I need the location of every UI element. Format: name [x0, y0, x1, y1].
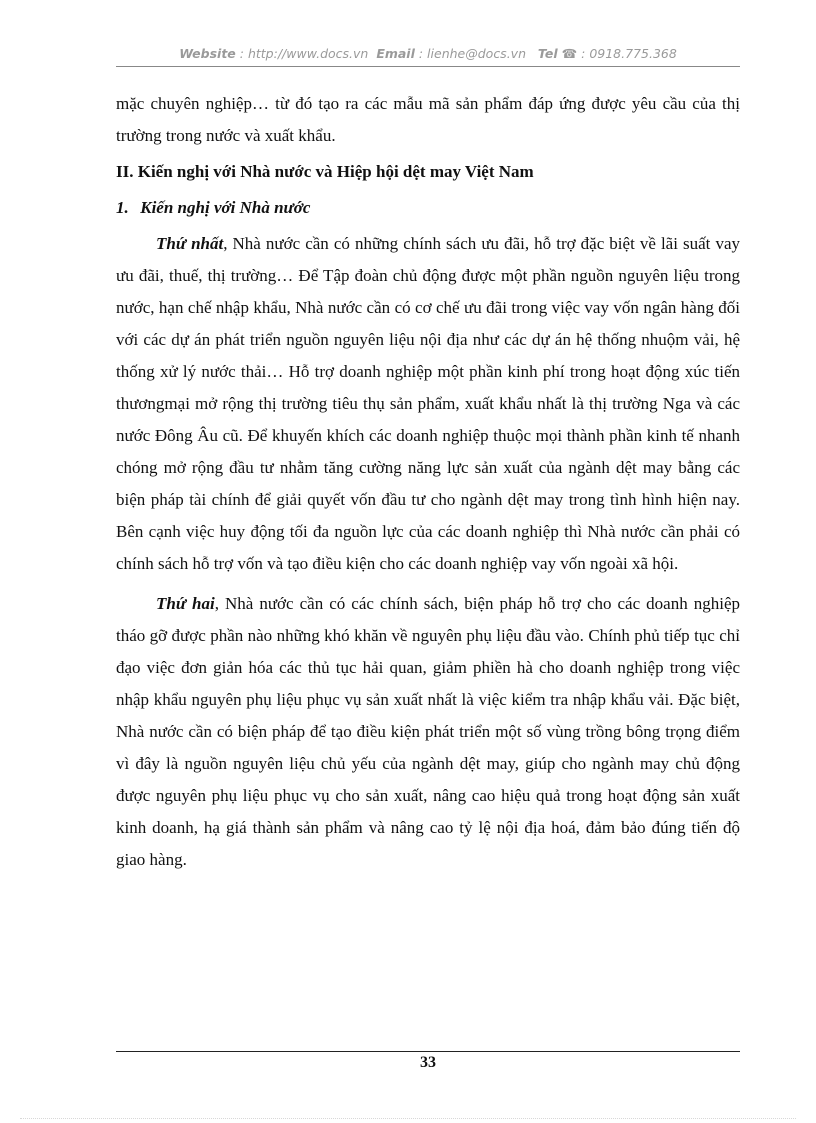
paragraph-first-text: , Nhà nước cần có những chính sách ưu đãi, hỗ trợ đặc biệt về lãi suất vay ưu đãi, thuế, thị trường… Để Tập đoàn chủ động được một phần nguồn nguyên liệu trong nước, hạn chế nhập khẩu, Nhà nước cần có cơ chế ưu đãi trong việc vay vốn ngân hàng đối với các dự án phát triển nguồn nguyên liệu nội địa như các dự án hệ thống nhuộm vải, hệ thống xử lý nước thải… Hỗ trợ doanh nghiệp một phần kinh phí trong hoạt động xúc tiến thươngmại mở rộng thị trường tiêu thụ sản phẩm, xuất khẩu nhất là thị trường Nga và các nước Đông Âu cũ. Để khuyến khích các doanh nghiệp thuộc mọi thành phần kinh tế nhanh chóng mở rộng đầu tư nhằm tăng cường năng lực sản xuất của ngành dệt may bằng các biện pháp tài chính để giải quyết vốn đầu tư cho ngành dệt may trong tình hình hiện nay. Bên cạnh việc huy động tối đa nguồn lực của các doanh nghiệp thì Nhà nước cần phải có chính sách hỗ trợ vốn và tạo điều kiện cho các doanh nghiệp vay vốn ngoài xã hội.	[116, 234, 740, 573]
page-body	[116, 88, 740, 876]
page-number: 33	[420, 1054, 436, 1071]
footer-divider	[116, 1051, 740, 1052]
page-header	[116, 46, 740, 61]
paragraph-second-lead: Thứ hai	[156, 594, 215, 613]
paragraph-first-lead: Thứ nhất	[156, 234, 224, 253]
header-divider	[116, 66, 740, 67]
subsection-title: Kiến nghị với Nhà nước	[140, 198, 311, 217]
website-link[interactable]: : http://www.docs.vn	[239, 46, 369, 61]
paragraph-second	[116, 588, 740, 876]
intro-paragraph: mặc chuyên nghiệp… từ đó tạo ra các mẫu mã sản phẩm đáp ứng được yêu cầu của thị trường trong nước và xuất khẩu.	[116, 94, 740, 145]
page-bottom-border	[20, 1118, 796, 1119]
website-label: Website	[179, 46, 236, 61]
tel-value: ☎ : 0918.775.368	[561, 46, 677, 61]
email-label: Email	[376, 46, 415, 61]
section-heading: II. Kiến nghị với Nhà nước và Hiệp hội dệt may Việt Nam	[116, 162, 534, 181]
paragraph-second-text: , Nhà nước cần có các chính sách, biện pháp hỗ trợ cho các doanh nghiệp tháo gỡ được phần nào những khó khăn về nguyên phụ liệu đầu vào. Chính phủ tiếp tục chỉ đạo việc đơn giản hóa các thủ tục hải quan, giảm phiền hà cho doanh nghiệp trong việc nhập khẩu nguyên phụ liệu phục vụ sản xuất nhất là việc kiểm tra nhập khẩu vải. Đặc biệt, Nhà nước cần có biện pháp để tạo điều kiện phát triển một số vùng trồng bông trọng điểm vì đây là nguồn nguyên liệu chủ yếu của ngành dệt may, giúp cho ngành may chủ động được nguyên phụ liệu phục vụ cho sản xuất, nâng cao hiệu quả trong hoạt động sản xuất kinh doanh, hạ giá thành sản phẩm và nâng cao tỷ lệ nội địa hoá, đảm bảo đúng tiến độ giao hàng.	[116, 594, 741, 869]
tel-label: Tel	[537, 46, 558, 61]
email-link[interactable]: : lienhe@docs.vn	[418, 46, 526, 61]
paragraph-first	[116, 228, 740, 580]
subsection-number: 1.	[116, 198, 129, 217]
subsection-heading	[116, 192, 740, 224]
